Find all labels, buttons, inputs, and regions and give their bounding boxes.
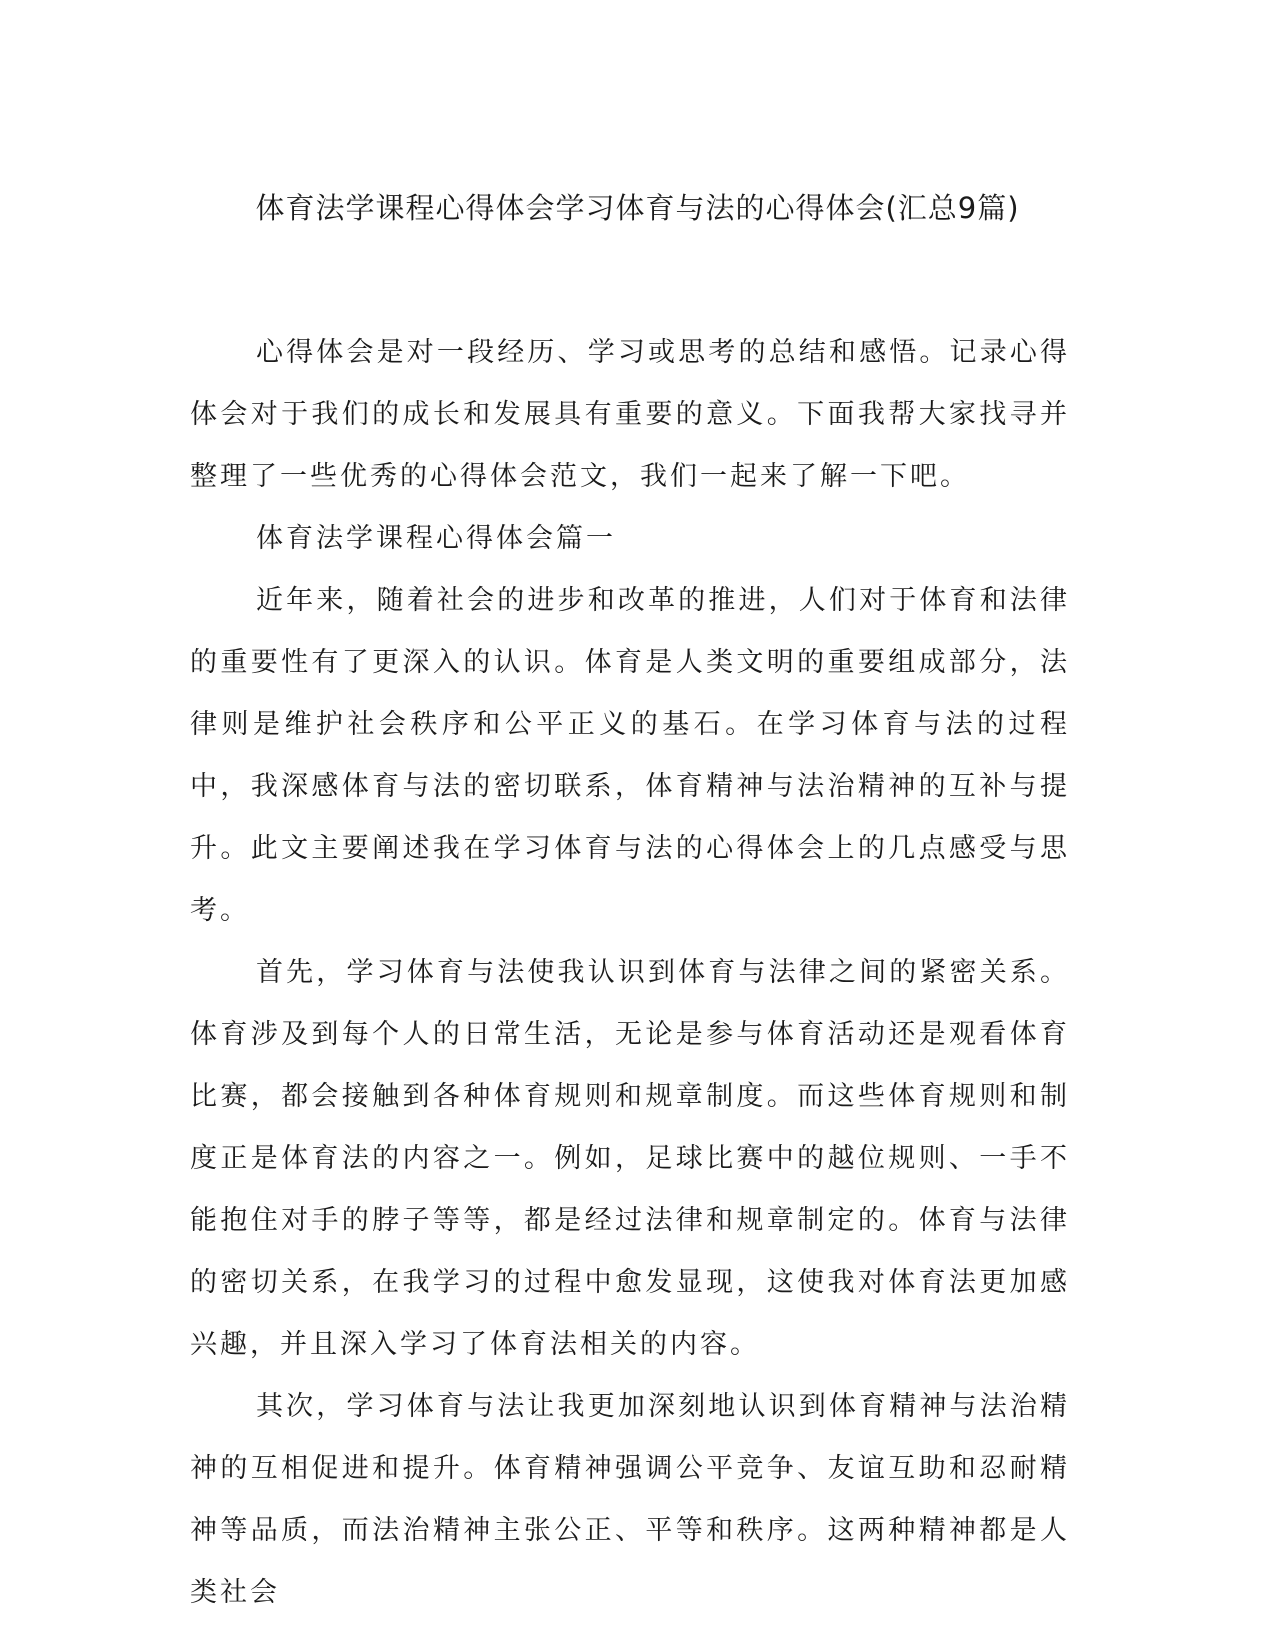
body-paragraph: 其次，学习体育与法让我更加深刻地认识到体育精神与法治精神的互相促进和提升。体育精神强调公平竞争、友谊互助和忍耐精神等品质，而法治精神主张公正、平等和秩序。这两种精神都是人类社会 <box>190 1391 1070 1608</box>
document-title: 体育法学课程心得体会学习体育与法的心得体会(汇总9篇) <box>255 191 1020 225</box>
section-heading: 体育法学课程心得体会篇一 <box>256 523 616 554</box>
body-paragraph: 近年来，随着社会的进步和改革的推进，人们对于体育和法律的重要性有了更深入的认识。体育是人类文明的重要组成部分，法律则是维护社会秩序和公平正义的基石。在学习体育与法的过程中，我深感体育与法的密切联系，体育精神与法治精神的互补与提升。此文主要阐述我在学习体育与法的心得体会上的几点感受与思考。 <box>190 585 1070 926</box>
document-body <box>190 322 1070 1624</box>
intro-paragraph: 心得体会是对一段经历、学习或思考的总结和感悟。记录心得体会对于我们的成长和发展具有重要的意义。下面我帮大家找寻并整理了一些优秀的心得体会范文，我们一起来了解一下吧。 <box>190 337 1070 492</box>
body-paragraph: 首先，学习体育与法使我认识到体育与法律之间的紧密关系。体育涉及到每个人的日常生活，无论是参与体育活动还是观看体育比赛，都会接触到各种体育规则和规章制度。而这些体育规则和制度正是体育法的内容之一。例如，足球比赛中的越位规则、一手不能抱住对手的脖子等等，都是经过法律和规章制定的。体育与法律的密切关系，在我学习的过程中愈发显现，这使我对体育法更加感兴趣，并且深入学习了体育法相关的内容。 <box>190 957 1070 1360</box>
